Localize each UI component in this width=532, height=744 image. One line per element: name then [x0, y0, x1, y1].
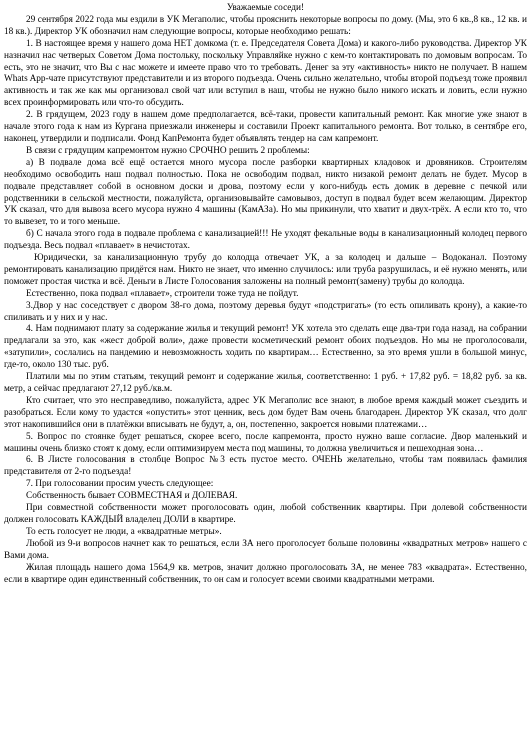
- paragraph: Кто считает, что это несправедливо, пожалуйста, адрес УК Мегаполис все знают, в любое время каждый может съездить и разобраться. Если кому то удастся «опустить» этот ценник, весь дом будет Вам очень благодарен. Директор УК сказал, что долг этот накопившийся они в платёжки вписывать не будут, а, он, постепенно, закроется новыми платежами…: [4, 395, 527, 430]
- paragraph: Юридически, за канализационную трубу до колодца отвечает УК, а за колодец и дальше – Водоканал. Поэтому ремонтировать канализацию придётся нам. Никто не знает, что именно случилось: или труба разрушилась, и её нужно менять, или поможет простая чистка и всё. Деньги в Листе Голосования заложены на полный ремонт(замену) трубы до колодца.: [4, 253, 527, 287]
- paragraph: Естественно, пока подвал «плавает», строители тоже туда не пойдут.: [26, 288, 299, 299]
- paragraph: а) В подвале дома всё ещё остается много мусора после разборки квартирных кладовок и дровяников. Строителям необходимо освободить наш подвал полностью. Пока не освободим подвал, никто низакой ремонт делать не будет. Мусор в подвале представляет собой в основном доски и дрова, поэтому если у кого-нибудь есть домик в деревне с печкой или родственники в сельской местности, пожалуйста, организовывайте самовывоз, доступ в подвал будет всем желающим. Директор УК сказал, что для вывоза всего мусора нужно 4 машины (КамАЗа). Но мы прикинули, что хватит и двух-трёх. А если кто то, что то вывезет, то и того меньше.: [4, 157, 527, 228]
- paragraph: Собственность бывает СОВМЕСТНАЯ и ДОЛЕВАЯ.: [26, 491, 238, 502]
- letter-title: Уважаемые соседи!: [226, 3, 305, 13]
- paragraph: То есть голосует не люди, а «квадратные метры».: [26, 526, 222, 537]
- paragraph: В связи с грядущим капремонтом нужно СРОЧНО решить 2 проблемы:: [26, 145, 310, 156]
- paragraph: Любой из 9-и вопросов начнет как то решаться, если ЗА него проголосует больше половины «квадратных метров» нашего с Вами дома.: [4, 538, 527, 561]
- paragraph: Жилая площадь нашего дома 1564,9 кв. метров, значит должно проголосовать ЗА, не менее 783 «квадрата». Естественно, если в квартире один единственный собственник, то он сам и голосует всеми своими квадратными метрами.: [4, 562, 527, 585]
- paragraph: 3.Двор у нас соседствует с двором 38-го дома, поэтому деревья будут «подстригать» (то есть опиливать крону), а какие-то спиливать и у них и у нас.: [4, 300, 527, 323]
- letter-body: [4, 15, 527, 587]
- paragraph: 7. При голосовании просим учесть следующее:: [26, 479, 214, 490]
- paragraph: 29 сентября 2022 года мы ездили в УК Мегаполис, чтобы прояснить некоторые вопросы по дому. (Мы, это 6 кв.,8 кв., 12 кв. и 18 кв.). Директор УК обозначил нам следующие вопросы, которые необходимо решать:: [4, 14, 527, 37]
- paragraph: 4. Нам поднимают плату за содержание жилья и текущий ремонт! УК хотела это сделать еще два-три года назад, на собрании предлагали за это, как «жест доброй воли», даже провести косметический ремонт обоих подъездов. Но мы не проголосовали, «затупили», сослались на пандемию и невозможность ходить по квартирам… Естественно, за это время ушли в большой минус, где-то, около 130 тыс. руб.: [4, 324, 527, 371]
- paragraph: Платили мы по этим статьям, текущий ремонт и содержание жилья, соответственно: 1 руб. + 17,82 руб. = 18,82 руб. за кв. метр, а сейчас предлагают 27,12 руб./кв.м.: [4, 372, 527, 394]
- paragraph: При совместной собственности может проголосовать один, любой собственник квартиры. При долевой собственности должен голосовать КАЖДЫЙ владелец ДОЛИ в квартире.: [4, 503, 527, 525]
- paragraph: 5. Вопрос по стоянке будет решаться, скорее всего, после капремонта, просто нужно ваше согласие. Двор маленький и машины очень близко стоят к дому, если оптимизируем места под машины, то должна увеличиться и пешеходная зона…: [4, 431, 527, 454]
- paragraph: б) С начала этого года в подвале проблема с канализацией!!! Не уходят фекальные воды в канализационный колодец первого подъезда. Весь подвал «плавает» в нечистотах.: [4, 229, 527, 252]
- paragraph: 1. В настоящее время у нашего дома НЕТ домкома (т. е. Председателя Совета Дома) и какого-либо руководства. Директор УК назначил нас четверых Советом Дома постольку, поскольку Управляйке нужно с кем-то контактировать по домовым вопросам. То есть, это не значит, что Вы с нас можете и имеете право что то требовать. Денег за эту «активность» никто не получает. В нашем Whats App-чате присутствуют представители и из второго подъезда. Очень сильно желательно, чтобы второй подъезд тоже проявил активность и так же как мы организовал свой чат или вступил в наш, чтобы не нужно было никого искать и ловить, если нужно всех проинформировать или что-то обсудить.: [4, 38, 527, 109]
- paragraph: 2. В грядущем, 2023 году в нашем доме предполагается, всё-таки, провести капитальный ремонт. Как многие уже знают в начале этого года к нам из Кургана приезжали инженеры и составили Проект капитального ремонта. Вот только, в сентябре его, наконец, утвердили и подписали. Фонд КапРемонта будет объявлять тендер на сам капремонт.: [4, 110, 527, 144]
- paragraph: 6. В Листе голосования в столбце Вопрос №3 есть пустое место. ОЧЕНЬ желательно, чтобы там появилась фамилия представителя от 2-го подъезда!: [4, 455, 527, 478]
